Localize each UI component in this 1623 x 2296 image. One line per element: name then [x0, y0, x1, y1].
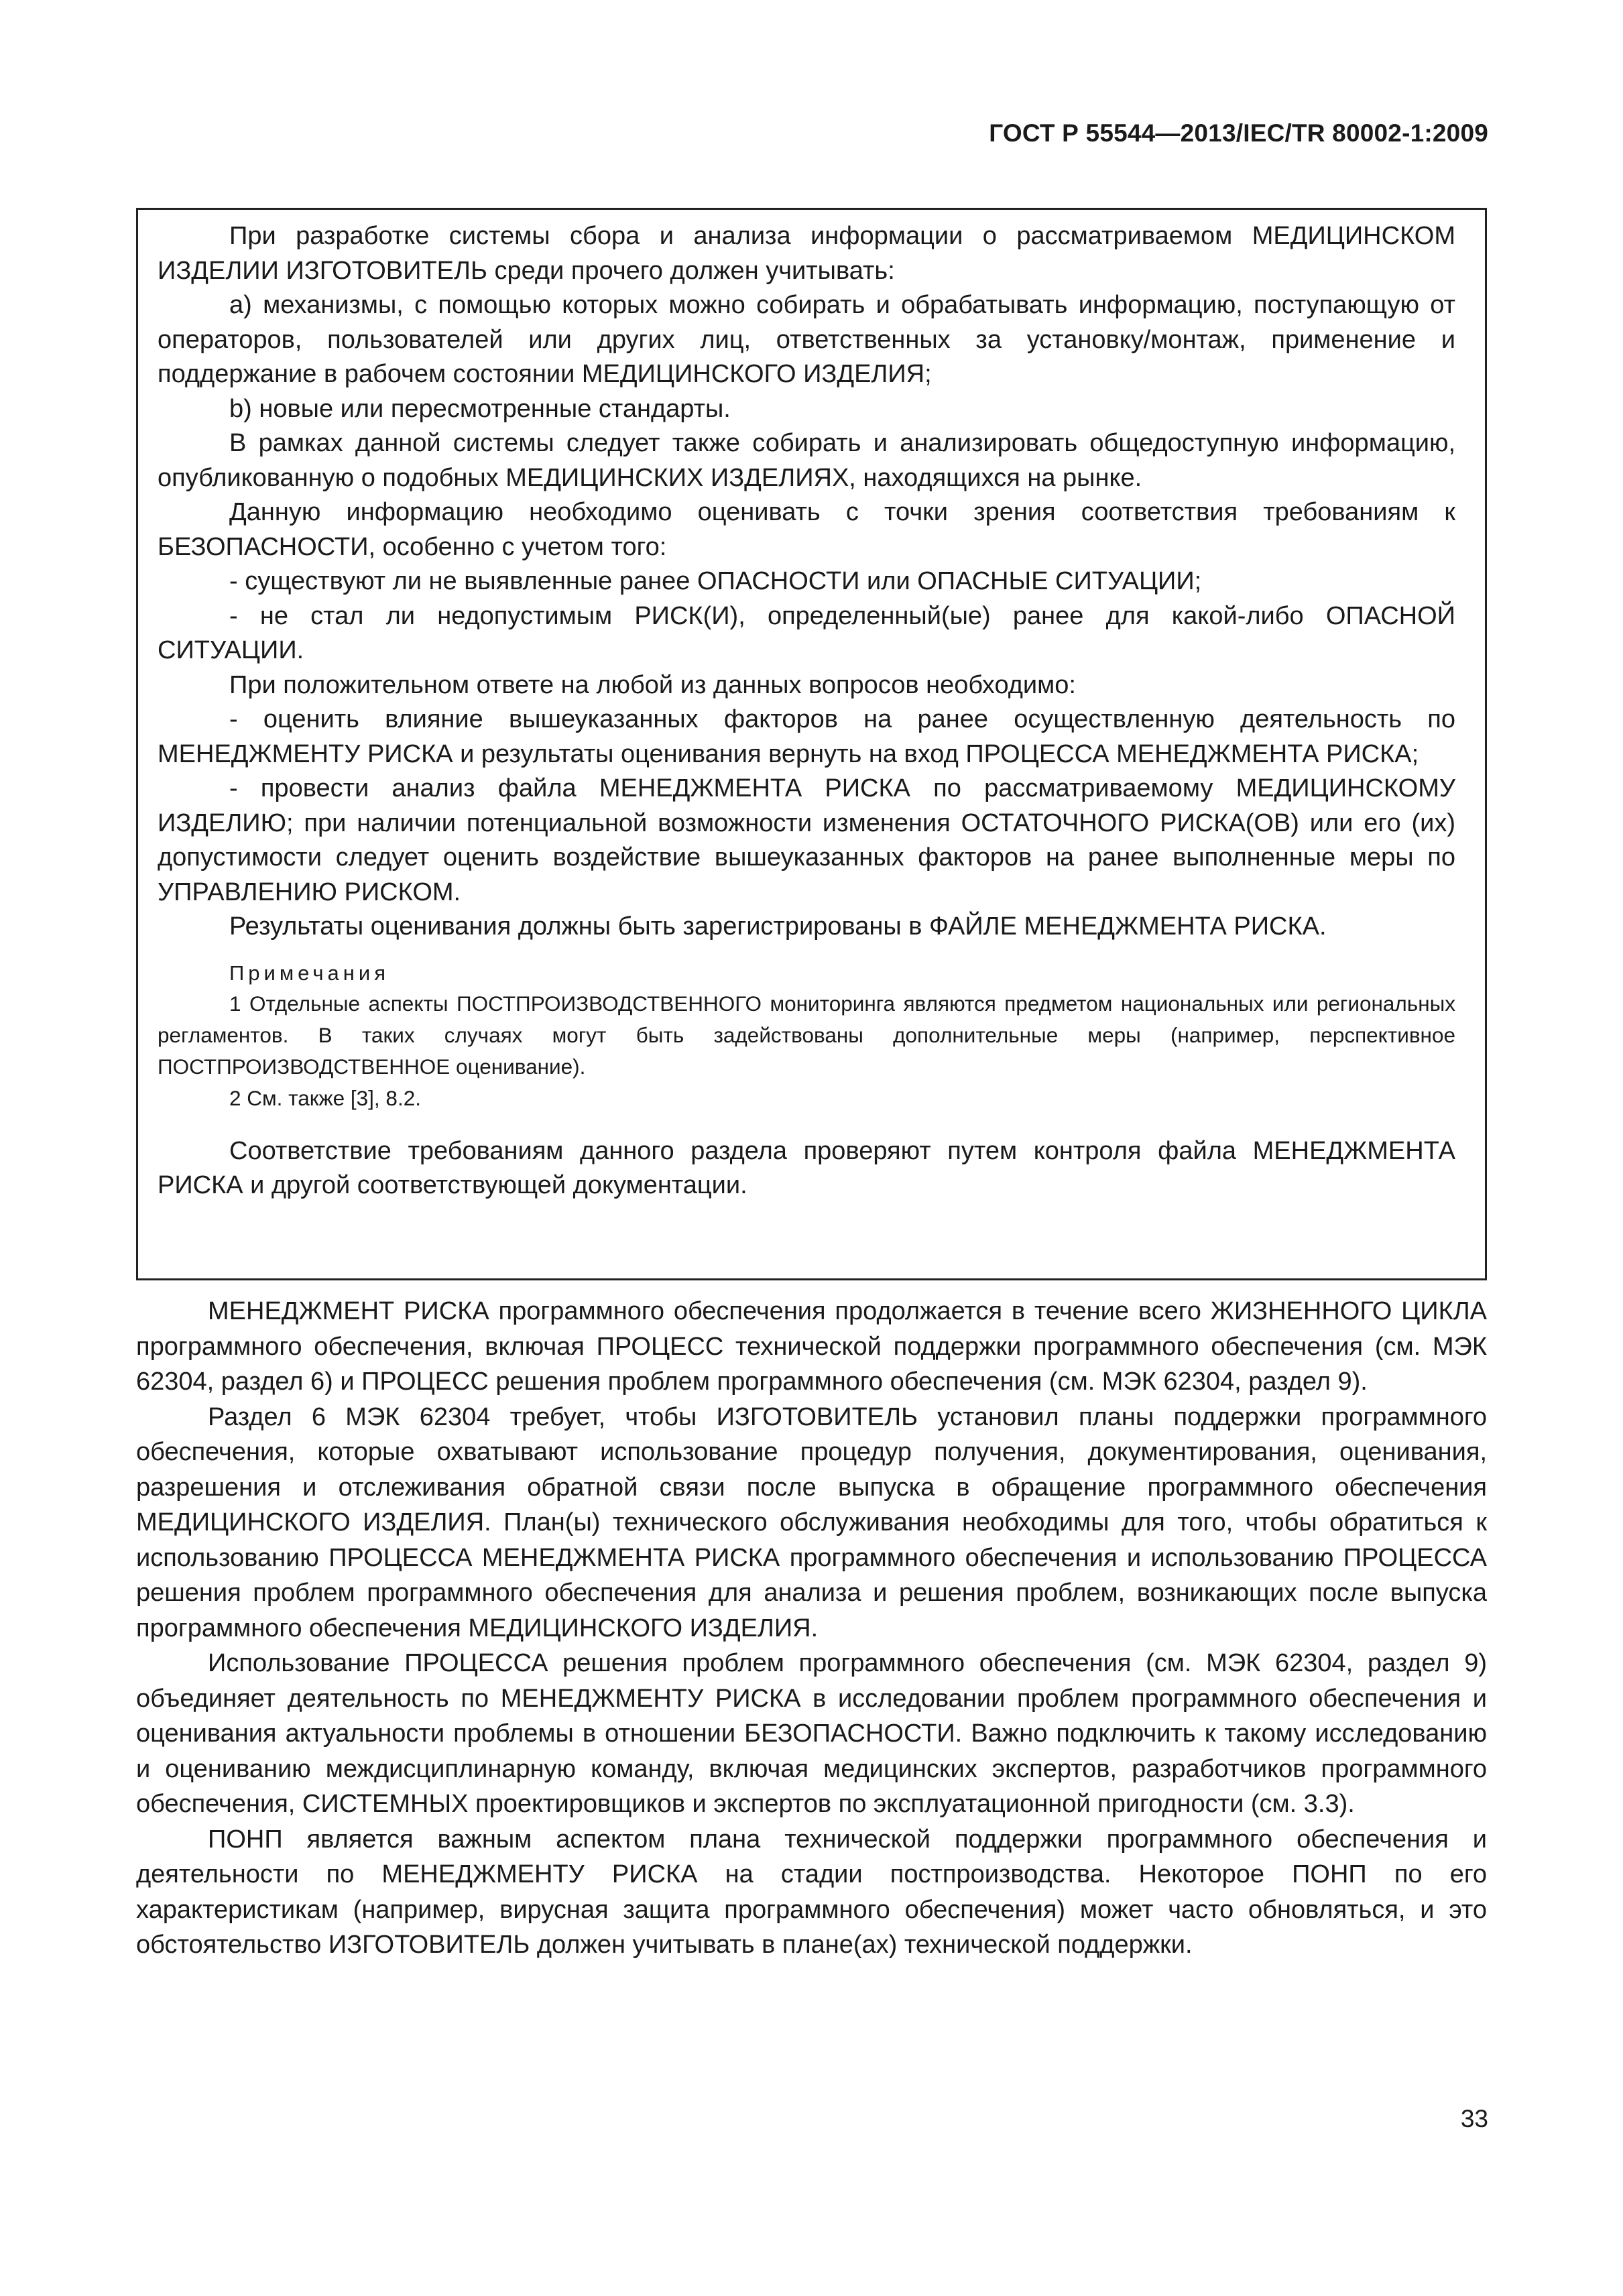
main-body-text — [136, 1294, 1487, 1963]
frame-paragraph: а) механизмы, с помощью которых можно собирать и обрабатывать информацию, поступающую от операторов, пользователей или других лиц, ответственных за установку/монтаж, применение и поддержание в рабочем состоянии МЕДИЦИНСКОГО ИЗДЕЛИЯ; — [158, 291, 1455, 388]
body-paragraph: Использование ПРОЦЕССА решения проблем программного обеспечения (см. МЭК 62304, раздел 9) объединяет деятельность по МЕНЕДЖМЕНТУ РИСКА в исследовании проблем программного обеспечения и оценивания актуальности проблемы в отношении БЕЗОПАСНОСТИ. Важно подключить к такому исследованию и оцениванию междисциплинарную команду, включая медицинских экспертов, разработчиков программного обеспечения, СИСТЕМНЫХ проектировщиков и экспертов по эксплуатационной пригодности (см. 3.3). — [136, 1649, 1487, 1818]
frame-paragraph: При разработке системы сбора и анализа информации о рассматриваемом МЕДИЦИНСКОМ ИЗДЕЛИИ ИЗГОТОВИТЕЛЬ среди прочего должен учитывать: — [158, 222, 1455, 285]
notes-heading: Примечания — [229, 961, 389, 985]
document-header: ГОСТ Р 55544—2013/IEC/TR 80002-1:2009 — [989, 119, 1488, 147]
frame-paragraph: Результаты оценивания должны быть зарегистрированы в ФАЙЛЕ МЕНЕДЖМЕНТА РИСКА. — [229, 912, 1327, 941]
page-number: 33 — [1460, 2105, 1488, 2132]
conformance-statement: Соответствие требованиям данного раздела проверяют путем контроля файла МЕНЕДЖМЕНТА РИСКА и другой соответствующей документации. — [158, 1136, 1455, 1199]
note-item: 1 Отдельные аспекты ПОСТПРОИЗВОДСТВЕННОГО мониторинга являются предметом национальных или региональных регламентов. В таких случаях могут быть задействованы дополнительные меры (например, перспективное ПОСТПРОИЗВОДСТВЕННОЕ оценивание). — [158, 991, 1455, 1079]
frame-paragraph: Данную информацию необходимо оценивать с точки зрения соответствия требованиям к БЕЗОПАСНОСТИ, особенно с учетом того: — [158, 498, 1455, 561]
body-paragraph: МЕНЕДЖМЕНТ РИСКА программного обеспечения продолжается в течение всего ЖИЗНЕННОГО ЦИКЛА программного обеспечения, включая ПРОЦЕСС технической поддержки программного обеспечения (см. МЭК 62304, раздел 6) и ПРОЦЕСС решения проблем программного обеспечения (см. МЭК 62304, раздел 9). — [136, 1297, 1487, 1396]
frame-paragraph: - не стал ли недопустимым РИСК(И), определенный(ые) ранее для какой-либо ОПАСНОЙ СИТУАЦИИ. — [158, 601, 1455, 664]
body-paragraph: ПОНП является важным аспектом плана технической поддержки программного обеспечения и деятельности по МЕНЕДЖМЕНТУ РИСКА на стадии постпроизводства. Некоторое ПОНП по его характеристикам (например, вирусная защита программного обеспечения) может часто обновляться, и это обстоятельство ИЗГОТОВИТЕЛЬ должен учитывать в плане(ах) технической поддержки. — [136, 1825, 1487, 1959]
frame-paragraph: При положительном ответе на любой из данных вопросов необходимо: — [229, 670, 1076, 699]
body-paragraph: Раздел 6 МЭК 62304 требует, чтобы ИЗГОТОВИТЕЛЬ установил планы поддержки программного обеспечения, которые охватывают использование процедур получения, документирования, оценивания, разрешения и отслеживания обратной связи после выпуска в обращение программного обеспечения МЕДИЦИНСКОГО ИЗДЕЛИЯ. План(ы) технического обслуживания необходимы для того, чтобы обратиться к использованию ПРОЦЕССА МЕНЕДЖМЕНТА РИСКА программного обеспечения и использованию ПРОЦЕССА решения проблем программного обеспечения для анализа и решения проблем, возникающих после выпуска программного обеспечения МЕДИЦИНСКОГО ИЗДЕЛИЯ. — [136, 1402, 1487, 1642]
frame-paragraph: - существуют ли не выявленные ранее ОПАСНОСТИ или ОПАСНЫЕ СИТУАЦИИ; — [229, 567, 1202, 595]
frame-paragraph: В рамках данной системы следует также собирать и анализировать общедоступную информацию, опубликованную о подобных МЕДИЦИНСКИХ ИЗДЕЛИЯХ, находящихся на рынке. — [158, 429, 1455, 492]
note-item: 2 См. также [3], 8.2. — [229, 1085, 421, 1110]
frame-paragraph: b) новые или пересмотренные стандарты. — [229, 394, 731, 423]
framed-requirement-box — [136, 208, 1487, 1280]
frame-paragraph: - оценить влияние вышеуказанных факторов на ранее осуществленную деятельность по МЕНЕДЖМЕНТУ РИСКА и результаты оценивания вернуть на вход ПРОЦЕССА МЕНЕДЖМЕНТА РИСКА; — [158, 705, 1455, 768]
frame-paragraph: - провести анализ файла МЕНЕДЖМЕНТА РИСКА по рассматриваемому МЕДИЦИНСКОМУ ИЗДЕЛИЮ; при наличии потенциальной возможности изменения ОСТАТОЧНОГО РИСКА(ОВ) или его (их) допустимости следует оценить воздействие вышеуказанных факторов на ранее выполненные меры по УПРАВЛЕНИЮ РИСКОМ. — [158, 774, 1455, 906]
